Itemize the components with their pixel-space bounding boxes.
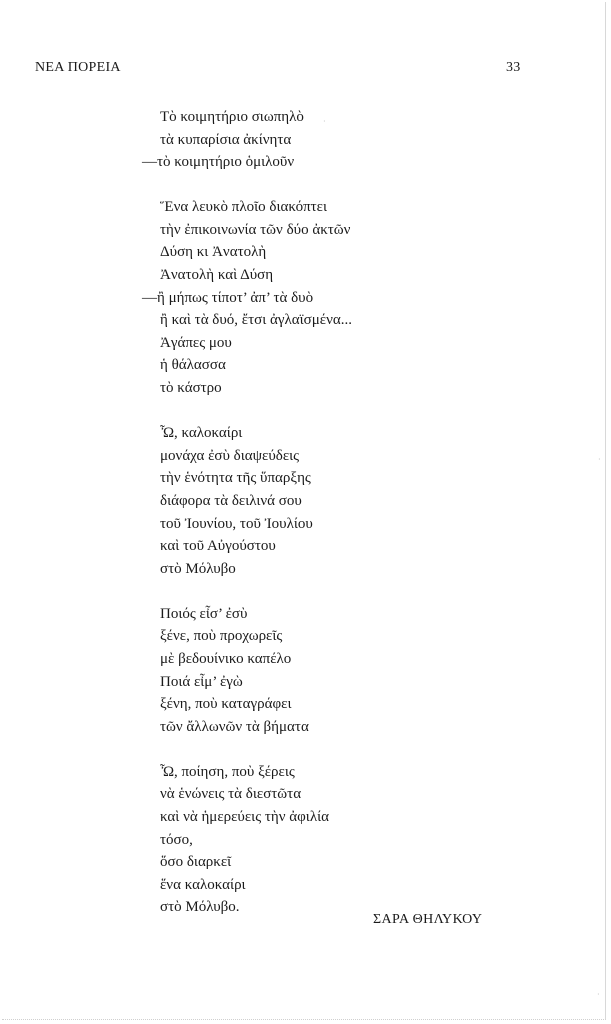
poem-line: —τὸ κοιμητήριο ὁμιλοῦν: [142, 154, 295, 171]
poem-line: διάφορα τὰ δειλινά σου: [160, 492, 302, 509]
poem-line: τὴν ἑνότητα τῆς ὕπαρξης: [160, 470, 311, 487]
page-number: 33: [506, 60, 521, 75]
poem-line: καὶ νὰ ἡμερεύεις τὴν ἀφιλία: [160, 809, 330, 826]
stanza: [142, 603, 522, 739]
scan-speck: ·: [598, 455, 601, 464]
poem-body: [142, 106, 522, 919]
poem-line: ἡ θάλασσα: [160, 357, 226, 374]
poem-line: Ἕνα λευκὸ πλοῖο διακόπτει: [160, 199, 328, 216]
poem-line: νὰ ἑνώνεις τὰ διεστῶτα: [160, 786, 302, 803]
poem-line: τόσο,: [160, 831, 193, 848]
poem-line: Ποιά εἶμ’ ἐγὼ: [160, 673, 243, 690]
poem-line: ξένε, ποὺ προχωρεῖς: [160, 628, 283, 645]
poem-line: Τὸ κοιμητήριο σιωπηλὸ: [160, 109, 304, 125]
poem-line: Ἀνατολὴ καὶ Δύση: [160, 267, 274, 284]
poem-line: —ἢ μήπως τίποτ’ ἀπ’ τὰ δυὸ: [142, 289, 314, 306]
stanza: [142, 196, 522, 399]
scan-speck: ·: [597, 990, 600, 999]
poem-line: ἢ καὶ τὰ δυό, ἔτσι ἀγλαϊσμένα...: [160, 312, 352, 329]
poem-line: τὸ κάστρο: [160, 380, 222, 397]
poem-line: τῶν ἄλλωνῶν τὰ βήματα: [160, 718, 309, 735]
poem-line: ἕνα καλοκαίρι: [160, 876, 246, 893]
poem-line: στὸ Μόλυβο.: [160, 899, 240, 916]
poem-line: Ἀγάπες μου: [160, 334, 232, 351]
poem-line: τοῦ Ἰουνίου, τοῦ Ἰουλίου: [160, 515, 313, 532]
author-signature: ΣΑΡΑ ΘΗΛΥΚΟΥ: [373, 912, 483, 927]
scan-speck: ·: [323, 117, 326, 126]
poem-line: μὲ βεδουίνικο καπέλο: [160, 650, 292, 667]
poem-line: τὴν ἐπικοινωνία τῶν δύο ἀκτῶν: [160, 221, 351, 238]
poem-line: μονάχα ἐσὺ διαψεύδεις: [160, 447, 300, 464]
poem-line: καὶ τοῦ Αὐγούστου: [160, 538, 276, 555]
poem-line: Δύση κι Ἀνατολὴ: [160, 244, 267, 261]
poem-line: στὸ Μόλυβο: [160, 560, 236, 577]
poem-line: Ποιός εἶσ’ ἐσὺ: [160, 605, 248, 622]
poem-line: Ὦ, καλοκαίρι: [160, 425, 243, 442]
poem-line: τὰ κυπαρίσια ἀκίνητα: [160, 131, 292, 148]
stanza: [142, 106, 522, 174]
stanza: [142, 761, 522, 919]
journal-title: ΝΕΑ ΠΟΡΕΙΑ: [35, 60, 121, 75]
poem-line: ξένη, ποὺ καταγράφει: [160, 696, 292, 713]
poem-line: ὅσο διαρκεῖ: [160, 854, 232, 871]
poem-line: Ὦ, ποίηση, ποὺ ξέρεις: [160, 763, 295, 780]
stanza: [142, 422, 522, 580]
